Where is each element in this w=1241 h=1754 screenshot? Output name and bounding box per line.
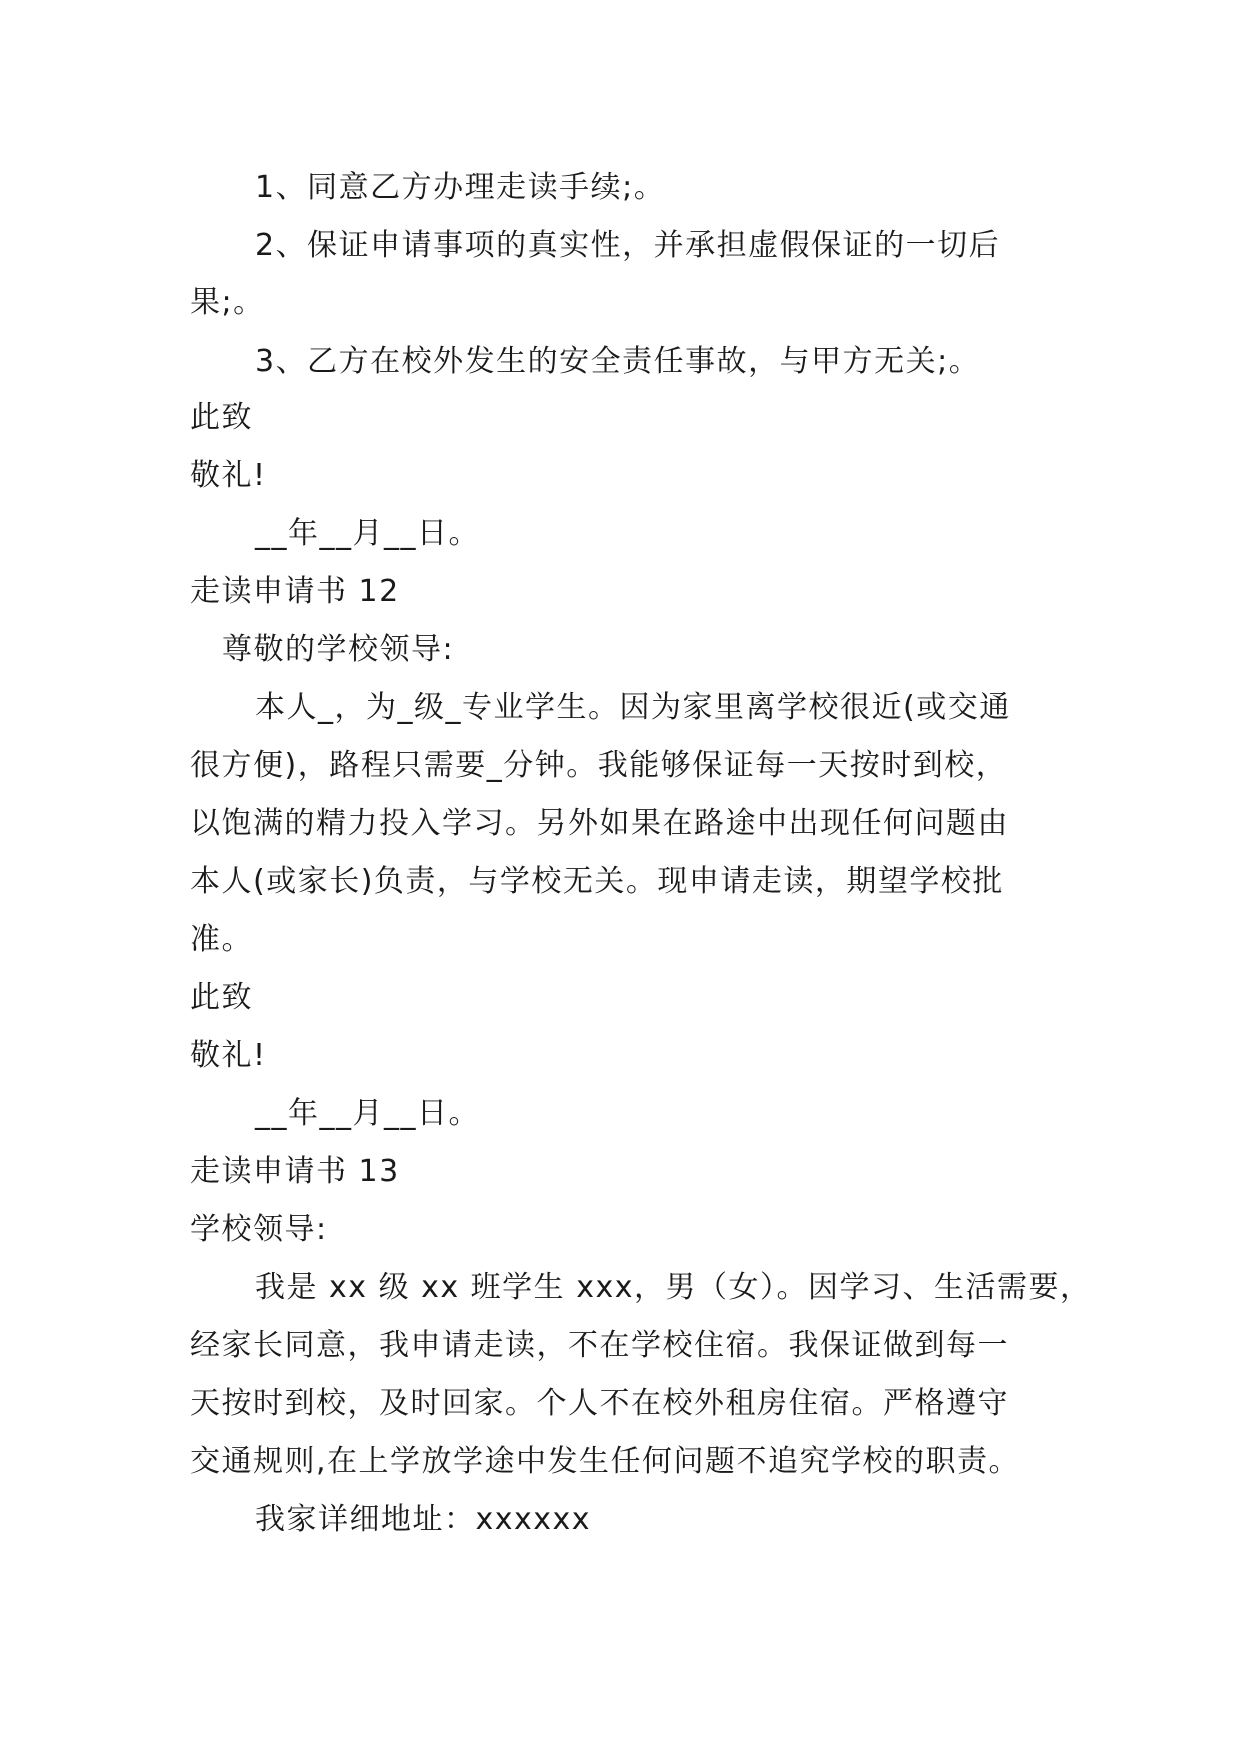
- section-title-12: 走读申请书 12: [190, 574, 400, 609]
- salutation-12: 尊敬的学校领导:: [222, 632, 455, 667]
- closing-cizhi-2: 此致: [190, 980, 253, 1015]
- clause-1: 1、同意乙方办理走读手续;。: [255, 170, 666, 205]
- clause-2: 2、保证申请事项的真实性，并承担虚假保证的一切后: [255, 228, 1001, 263]
- address-line: 我家详细地址：xxxxxx: [255, 1502, 592, 1537]
- closing-cizhi-1: 此致: [190, 400, 253, 435]
- date-line-1: __年__月__日。: [255, 516, 480, 551]
- clause-3: 3、乙方在校外发生的安全责任事故，与甲方无关;。: [255, 344, 981, 379]
- body-13-line-3: 天按时到校，及时回家。个人不在校外租房住宿。严格遵守: [190, 1386, 1009, 1421]
- section-title-13: 走读申请书 13: [190, 1154, 400, 1189]
- body-12-line-1: 本人_，为_级_专业学生。因为家里离学校很近(或交通: [255, 690, 1011, 725]
- body-12-line-3: 以饱满的精力投入学习。另外如果在路途中出现任何问题由: [190, 806, 1009, 841]
- body-12-line-4: 本人(或家长)负责，与学校无关。现申请走读，期望学校批: [190, 864, 1004, 899]
- body-13-line-1: 我是 xx 级 xx 班学生 xxx，男（女）。因学习、生活需要，: [255, 1270, 1092, 1305]
- closing-jingli-2: 敬礼!: [190, 1038, 267, 1073]
- body-12-line-5: 准。: [190, 922, 253, 957]
- salutation-13: 学校领导:: [190, 1212, 328, 1247]
- date-line-2: __年__月__日。: [255, 1096, 480, 1131]
- body-12-line-2: 很方便)，路程只需要_分钟。我能够保证每一天按时到校，: [190, 748, 1008, 783]
- body-13-line-2: 经家长同意，我申请走读，不在学校住宿。我保证做到每一: [190, 1328, 1009, 1363]
- closing-jingli-1: 敬礼!: [190, 458, 267, 493]
- body-13-line-4: 交通规则,在上学放学途中发生任何问题不追究学校的职责。: [190, 1444, 1021, 1479]
- clause-2-cont: 果;。: [190, 285, 265, 320]
